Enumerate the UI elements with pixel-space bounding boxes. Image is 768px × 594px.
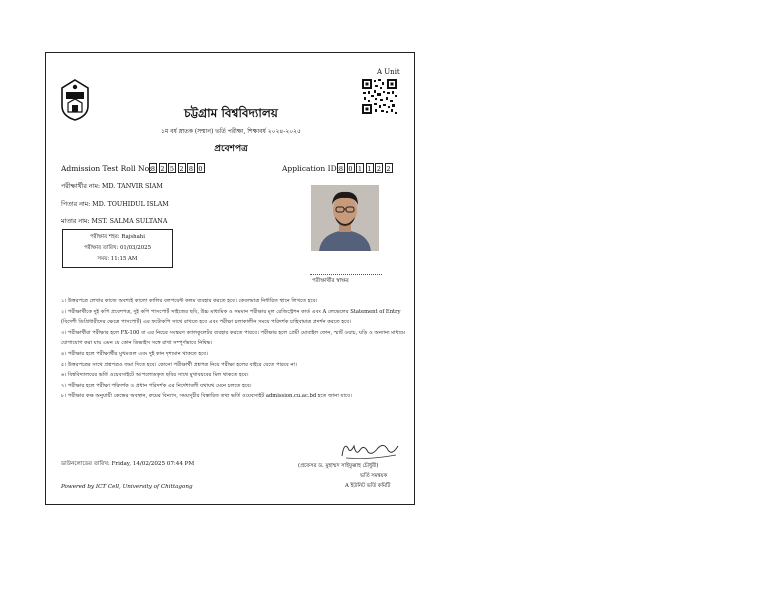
exam-title: ১ম বর্ষ স্নাতক (সম্মান) ভর্তি পরীক্ষা, শিক্ষাবর্ষ ২০২৪-২০২৫ [161,128,301,135]
roll-label: Admission Test Roll No: [61,164,152,173]
application-id [337,163,394,173]
admit-card-title: প্রবেশপত্র [214,144,248,154]
powered-by: Powered by ICT Cell, University of Chittagong [61,484,193,490]
instruction-item: ১। উত্তরপত্রে লেখার কাজে অবশ্যই কালো কালির বলপয়েন্ট কলম ব্যবহার করতে হবে। কেবলমাত্র নির্ধারিত স্থানে লিখতে হবে। [61,298,318,304]
candidate-photo [311,185,379,251]
exam-centre-box [62,229,173,268]
university-name: চট্টগ্রাম বিশ্ববিদ্যালয় [184,106,278,120]
mother-name: মাতার নাম: MST. SALMA SULTANA [61,218,168,225]
exam-city: পরীক্ষার শহর: Rajshahi [89,234,145,240]
instruction-item: ৫। উত্তরপত্রের সাথে প্রশ্নপত্রও জমা দিতে হবে। কোনো পরীক্ষার্থী প্রশ্নপত্র নিয়ে পরীক্ষা হলের বাইরে যেতে পারবে না। [61,361,297,368]
roll-digit: 8 [150,165,156,173]
unit-label: A Unit [377,68,400,76]
instruction-item: ৭। পরীক্ষার হলে পরীক্ষা পরিদর্শক ও প্রধান পরিদর্শক এর নির্দেশাবলী যথাযথ মেনে চলতে হবে। [61,382,252,389]
exam-time: সময়: 11:15 AM [97,256,138,262]
instructions [61,296,406,402]
exam-date: পরীক্ষার তারিখ: 01/03/2025 [83,245,152,251]
roll-digit: 0 [198,165,203,173]
app-digit: 2 [376,165,382,173]
controller-signature [338,438,402,462]
app-digit: 0 [348,165,353,173]
candidate-signature-label: পরীক্ষার্থীর স্বাক্ষর [312,278,349,284]
application-id-label: Application ID: [282,164,340,173]
instruction-item: ৩। পরীক্ষার্থীরা পরীক্ষার হলে FX-100 বা এর নিচের সংস্করণ ক্যালকুলেটর ব্যবহার করতে পারবে। পরীক্ষার হলে প্রেমী মোবাইল ফোন, স্মার্ট ওয়াচ, ঘড়ি ও অন্যান্য মাধ্যমে যোগাযোগ করা যায় এমন যে কোন ডিভাইস সঙ্গে রাখা সম্পূর্ণভাবে নিষিদ্ধ। [61,329,406,347]
download-date: ডাউনলোডের তারিখ: Friday, 14/02/2025 07:44 PM [61,461,195,467]
controller-role: ভর্তি সমন্বয়ক [360,473,388,479]
controller-name: (প্রফেসর ড. মুহাম্মদ সাইফুল্লাহ চৌধুরী) [298,463,379,469]
instruction-item: ৪। পরীক্ষার হলে পরীক্ষার্থীর মুখমণ্ডল এবং দুই কান দৃশ্যমান থাকতে হবে। [61,350,209,357]
signature-line [310,274,382,275]
app-digit: 1 [357,165,363,173]
instruction-item: ৮। পরীক্ষার কক্ষ অনুযায়ী কেন্দ্রের অবস্থান, রুমের বিন্যাস, সময়সূচীর বিস্তারিত তথ্য ভর্তি ওয়েবসাইট admission.cu.ac.bd হতে জানা যাবে। [61,393,352,400]
candidate-name: পরীক্ষার্থীর নাম: MD. TANVIR SIAM [61,183,163,190]
controller-unit: A ইউনিট ভর্তি কমিটি [345,483,391,489]
roll-number [149,163,206,173]
roll-digit: 2 [160,165,165,173]
roll-digit: 2 [179,165,184,173]
instruction-item: ৬। বিশ্ববিদ্যালয়ের ভর্তি ওয়েবসাইটে আপলোডকৃত ছবির সাথে মুখাবয়বের মিল থাকতে হবে। [61,372,249,379]
roll-digit: 8 [188,165,194,173]
app-digit: 1 [367,165,372,173]
app-digit: 2 [386,165,391,173]
instruction-item: ২। পরীক্ষার্থীকে দুই কপি প্রবেশপত্র, দুই কপি পাসপোর্ট সাইজের ছবি, উচ্চ মাধ্যমিক ও সমমান পরীক্ষার মূল রেজিস্ট্রেশন কার্ড এবং A লেভেলের Statement of Entry (বিদেশী ডিগ্রিধারীদের ক্ষেত্রে পাসপোর্ট) এর ফটোকপি সাথে রাখতে হবে এবং পরীক্ষা চলাকালীন সময়ে পরিদর্শক চাহিবামাত্র প্রদর্শন করতে হবে। [61,308,401,326]
father-name: পিতার নাম: MD. TOUHIDUL ISLAM [61,201,169,208]
roll-digit: 5 [169,165,175,173]
admit-card [45,52,415,505]
app-digit: 8 [338,165,344,173]
